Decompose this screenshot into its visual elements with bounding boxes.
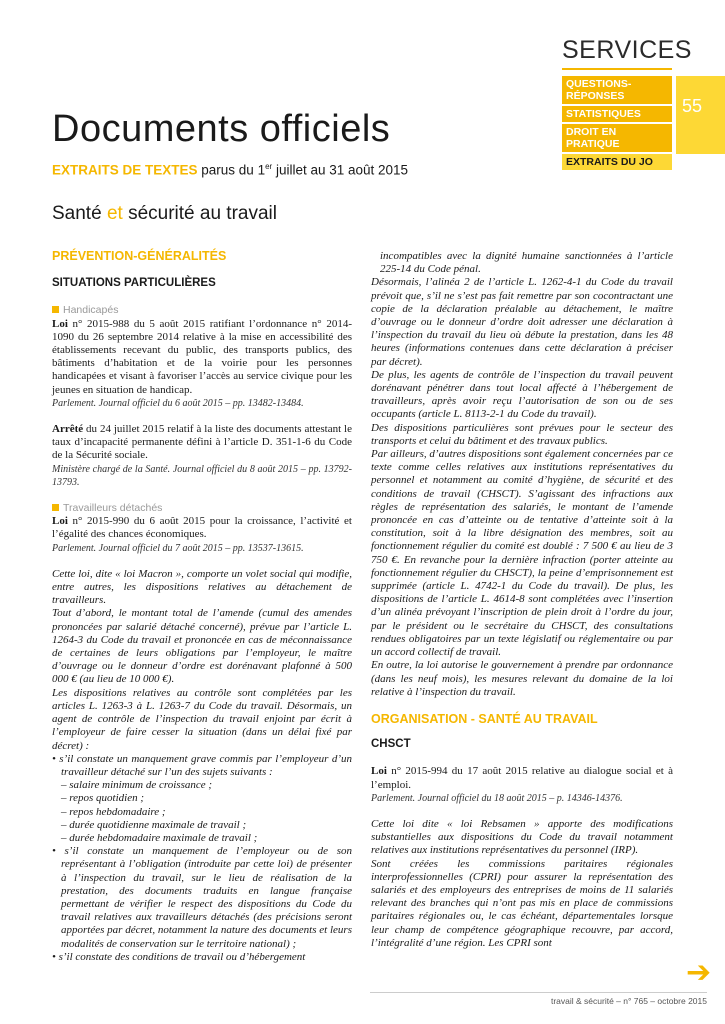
rubric-prevention: PRÉVENTION-GÉNÉRALITÉS: [52, 249, 227, 263]
text-loi-1: [52, 318, 352, 397]
tag-square-icon: [52, 306, 59, 313]
para-1: Cette loi, dite « loi Macron », comporte un volet social qui modifie, entre autres, les dispositions relatives au détachement de travailleurs.: [52, 567, 352, 607]
page-title: Documents officiels: [52, 108, 391, 150]
rubric-organisation: ORGANISATION - SANTÉ AU TRAVAIL: [371, 711, 598, 726]
section-header-services: SERVICES: [562, 36, 692, 64]
bullet-1: • s’il constate un manquement grave commis par l’employeur d’un travailleur détaché sur l’un des sujets suivants :: [52, 752, 352, 778]
arrete-text: du 24 juillet 2015 relatif à la liste des documents attestant le taux d’incapacité permanente défini à l’article D. 351-1-6 du Code de la Sécurité sociale.: [52, 423, 352, 462]
tag-handicapes: [52, 304, 352, 317]
ref-3: Parlement. Journal officiel du 7 août 2015 – pp. 13537-13615.: [52, 542, 304, 554]
text-loi-3: [371, 765, 673, 791]
bullet-1d: – durée quotidienne maximale de travail ;: [61, 818, 247, 831]
bullet-1b: – repos quotidien ;: [61, 792, 144, 805]
nav-item-statistiques[interactable]: STATISTIQUES: [562, 106, 672, 122]
right-para-1: incompatibles avec la dignité humaine sanctionnées à l’article 225-14 du Code pénal.: [380, 250, 673, 276]
subtitle-highlight: EXTRAITS DE TEXTES: [52, 162, 198, 178]
left-column: [52, 250, 352, 964]
footer-rule: [370, 992, 707, 993]
section-title-part2: sécurité au travail: [122, 203, 277, 224]
subrubric-situations: SITUATIONS PARTICULIÈRES: [52, 277, 216, 290]
bullet-1e: – durée hebdomadaire maximale de travail ;: [61, 831, 258, 844]
right-column: [371, 250, 673, 950]
tag-label: Travailleurs détachés: [63, 502, 163, 515]
loi-text: n° 2015-990 du 6 août 2015 pour la croissance, l’activité et l’égalité des chances économiques.: [52, 515, 352, 541]
right-para-8: Sont créées les commissions paritaires régionales interprofessionnelles (CPRI) pour assurer la représentation des salariés et des employeurs des entreprises de moins de 11 salariés relevant des branches qui n’ont pas mis en place de commissions paritaires régionales ou, le cas échéant, départementales lorsque leur champ de compétence géographique recouvre, par accord, l’intégralité d’une région. Les CPRI sont: [371, 857, 673, 949]
ref-1: Parlement. Journal officiel du 6 août 2015 – pp. 13482-13484.: [52, 397, 304, 409]
bullet-1c: – repos hebdomadaire ;: [61, 805, 166, 818]
subtitle-pre: parus du 1: [197, 162, 266, 178]
arrete-label: Arrêté: [52, 423, 84, 436]
ref-2: Ministère chargé de la Santé. Journal officiel du 8 août 2015 – pp. 13792-13793.: [52, 463, 352, 488]
tag-label: Handicapés: [63, 304, 119, 317]
loi-label: Loi: [371, 765, 387, 778]
nav-item-droit[interactable]: DROIT EN PRATIQUE: [562, 124, 672, 152]
bullet-1a: – salaire minimum de croissance ;: [61, 779, 213, 792]
para-2: Tout d’abord, le montant total de l’amende (cumul des amendes prononcées par salarié détaché concerné), prévue par l’article L. 1264-3 du Code du travail et prononcée en cas de méconnaissance de certaines de leurs obligations par l’employeur, le maître d’ouvrage ou le donneur d’ordre est dorénavant plafonné à 500 000 € (au lieu de 10 000 €).: [52, 607, 352, 686]
tag-travailleurs: [52, 502, 352, 515]
section-title: [52, 203, 277, 225]
text-loi-2: [52, 515, 352, 541]
right-para-2: Désormais, l’alinéa 2 de l’article L. 1262-4-1 du Code du travail prévoit que, s’il ne s’est pas fait remettre par son cocontractant une copie de la déclaration préalable au détachement, le maître d’ouvrage ou le donneur d’ordre doit adresser une déclaration à l’inspection du travail du lieu où débute la prestation, dans les 48 heures (informations contenues dans cette déclaration à préciser par décret).: [371, 276, 673, 368]
right-para-3: De plus, les agents de contrôle de l’inspection du travail peuvent dorénavant pénétrer dans tout local affecté à l’hébergement de travailleurs, après avoir reçu l’autorisation de son ou de ses occupants (article L. 8113-2-1 du Code du travail).: [371, 368, 673, 421]
page-subtitle: [52, 162, 408, 178]
section-title-and: et: [106, 203, 123, 224]
subtitle-sup: er: [265, 162, 273, 171]
subtitle-post: juillet au 31 août 2015: [272, 162, 409, 178]
loi-label: Loi: [52, 515, 68, 528]
text-arrete: [52, 423, 352, 463]
header-rule: [562, 68, 672, 70]
loi-text: n° 2015-988 du 5 août 2015 ratifiant l’ordonnance n° 2014-1090 du 26 septembre 2014 relative à la mise en accessibilité des établissements recevant du public, des transports publics, des bâtiments d’habitation et de la voirie pour les personnes handicapées et visant à favoriser l’accès au service civique pour les jeunes en situation de handicap.: [52, 317, 352, 396]
right-para-4: Des dispositions particulières sont prévues pour le secteur des transports et celui du bâtiment et des travaux publics.: [371, 421, 673, 447]
right-para-7: Cette loi dite « loi Rebsamen » apporte des modifications substantielles aux dispositions du Code du travail notamment relatives aux institutions représentatives du personnel (IRP).: [371, 817, 673, 857]
right-para-6: En outre, la loi autorise le gouvernement à prendre par ordonnance (dans les neuf mois), les mesures relevant du domaine de la loi relative à l’inspection du travail.: [371, 659, 673, 698]
nav-item-questions[interactable]: QUESTIONS-RÉPONSES: [562, 76, 672, 104]
tag-square-icon: [52, 504, 59, 511]
nav-item-extraits[interactable]: EXTRAITS DU JO: [562, 154, 672, 170]
loi-label: Loi: [52, 317, 68, 330]
section-title-part1: Santé: [52, 203, 107, 224]
right-para-5: Par ailleurs, d’autres dispositions sont également concernées par ce texte comme celles relatives aux institutions représentatives du personnel et notamment au comité d’hygiène, de sécurité et des conditions de travail (CHSCT). S’agissant des infractions aux règles de représentation des salariés, le montant de l’amende prononcée en cas d’atteinte ou de tentative d’atteinte soit à la constitution, soit à la libre désignation des membres, soit au fonctionnement régulier du comité est doublé : 7 500 € au lieu de 3 750 €. En revanche pour la dernière infraction (porter atteinte au fonctionnement régulier du CHSCT), la peine d’emprisonnement est supprimée (article L. 4742-1 du Code du travail). De plus, les dispositions de l’article L. 4614-8 sont complétées avec l’insertion d’un alinéa prévoyant l’inscription de plein droit à l’ordre du jour, par le président ou le secrétaire du CHSCT, des consultations rendues obligatoires par un texte législatif ou réglementaire ou par un accord collectif de travail.: [371, 448, 673, 659]
bullet-2: • s’il constate un manquement de l’employeur ou de son représentant à l’obligation (introduite par cette loi) de présenter à l’inspection du travail, sur le lieu de réalisation de la prestation, des documents traduits en langue française permettant de vérifier le respect des dispositions du Code du travail relatives aux travailleurs détachés (des précisions seront apportées par décret, notamment la nature des documents et leurs modalités de conservation sur le territoire national) ;: [52, 845, 352, 950]
ref-4: Parlement. Journal officiel du 18 août 2015 – p. 14346-14376.: [371, 792, 623, 804]
arrow-right-icon[interactable]: ➔: [686, 955, 712, 990]
footer: travail & sécurité – n° 765 – octobre 2015: [550, 996, 707, 1006]
loi-text: n° 2015-994 du 17 août 2015 relative au dialogue social et à l’emploi.: [371, 765, 673, 791]
para-3: Les dispositions relatives au contrôle sont complétées par les articles L. 1263-3 à L. 1263-7 du Code du travail. Désormais, un agent de contrôle de l’inspection du travail enjoint par écrit à l’employeur de faire cesser la situation (dans un délai fixé par décret) :: [52, 686, 352, 752]
page-number: 55: [682, 96, 703, 116]
services-nav: [562, 76, 672, 172]
bullet-3: • s’il constate des conditions de travail ou d’hébergement: [52, 950, 306, 963]
subrubric-chsct: CHSCT: [371, 738, 411, 751]
